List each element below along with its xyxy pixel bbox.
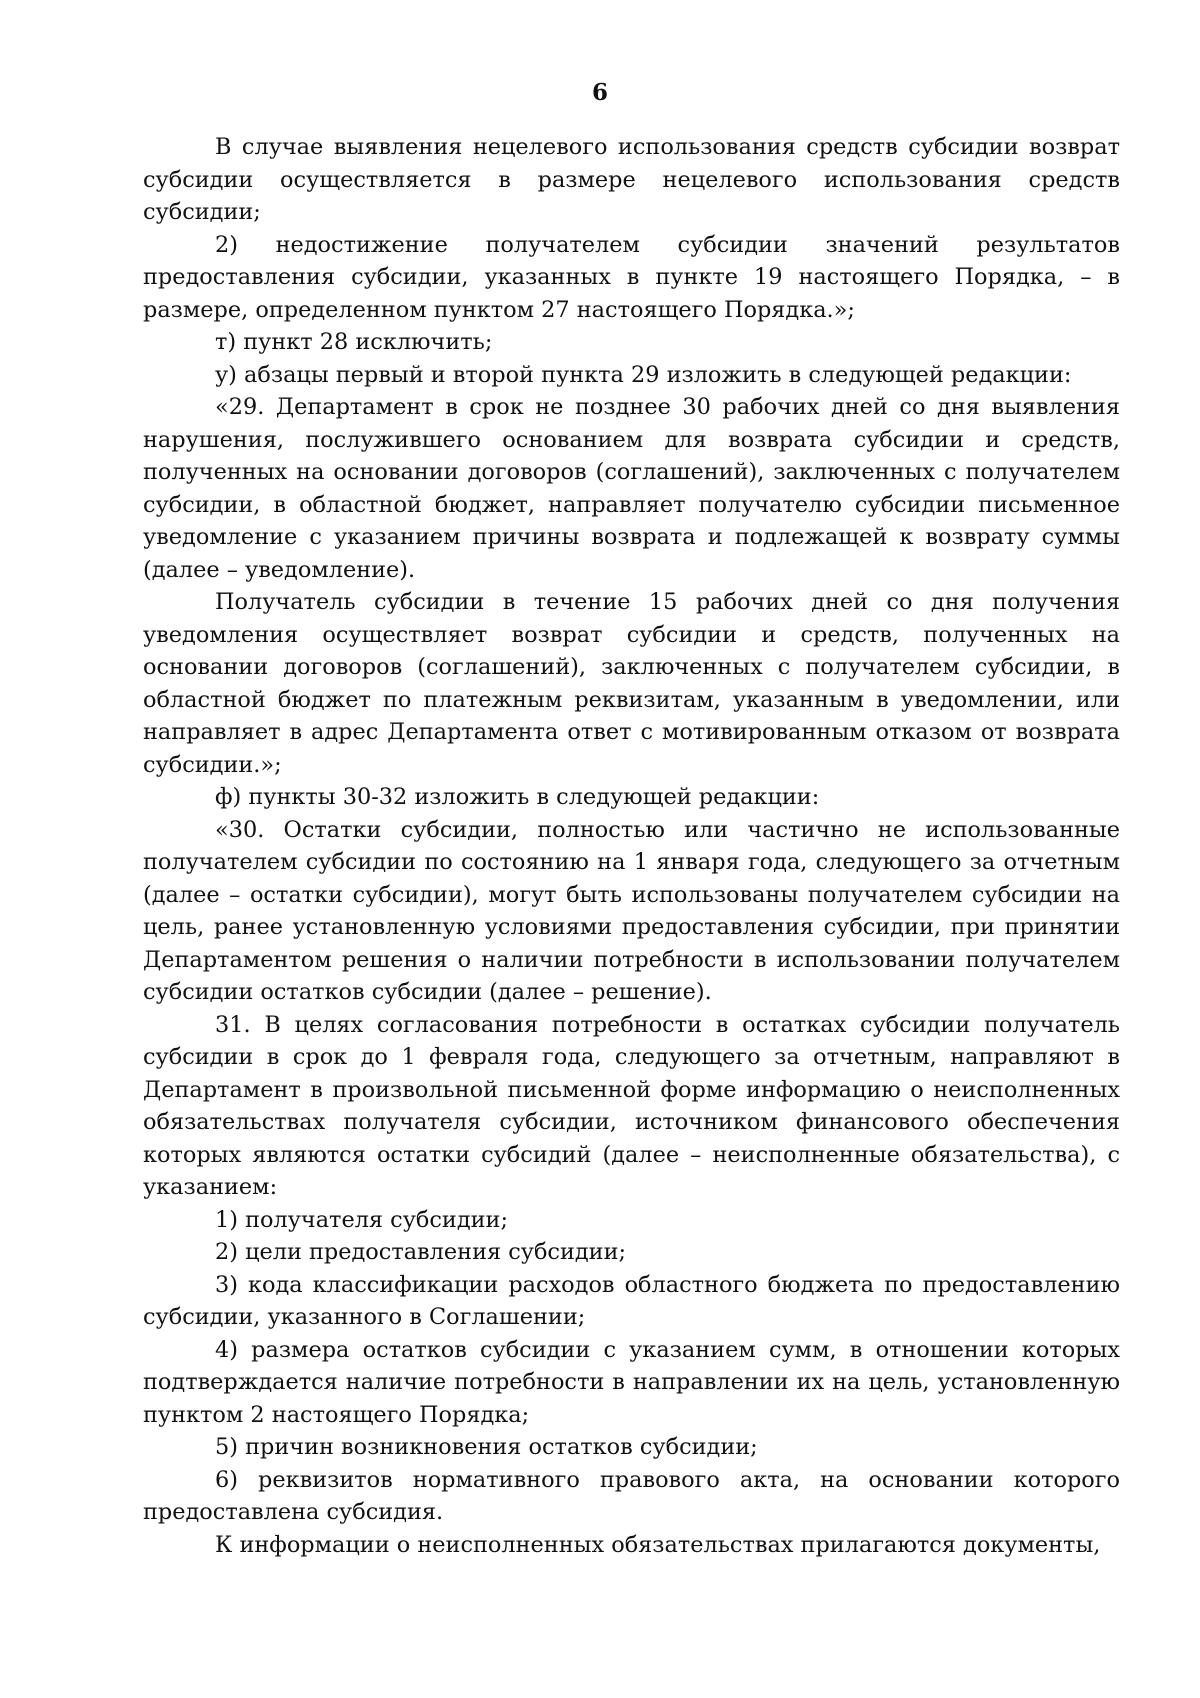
paragraph-item-u: у) абзацы первый и второй пункта 29 изложить в следующей редакции: — [215, 361, 1072, 388]
list-item-3: 3) кода классификации расходов областного бюджета по предоставлению субсидии, указанного в Соглашении; — [143, 1271, 1120, 1330]
paragraph-clause-30: «30. Остатки субсидии, полностью или частично не использованные получателем субсидии по состоянию на 1 января года, следующего за отчетным (далее – остатки субсидии), могут быть использованы получателем субсидии на цель, ранее установленную условиями предоставления субсидии, при принятии Департаментом решения о наличии потребности в использовании получателем субсидии остатков субсидии (далее – решение). — [143, 816, 1120, 1005]
page-number: 6 — [591, 79, 608, 106]
document-body — [143, 131, 1120, 1561]
paragraph-clause-29: «29. Департамент в срок не позднее 30 рабочих дней со дня выявления нарушения, послужившего основанием для возврата субсидии и средств, полученных на основании договоров (соглашений), заключенных с получателем субсидии, в областной бюджет, направляет получателю субсидии письменное уведомление с указанием причины возврата и подлежащей к возврату суммы (далее – уведомление). — [143, 394, 1120, 583]
list-item-4: 4) размера остатков субсидии с указанием сумм, в отношении которых подтверждается наличие потребности в направлении их на цель, установленную пунктом 2 настоящего Порядка; — [143, 1336, 1120, 1428]
list-item-6: 6) реквизитов нормативного правового акта, на основании которого предоставлена субсидия. — [143, 1466, 1120, 1525]
paragraph-misuse-refund: В случае выявления нецелевого использования средств субсидии возврат субсидии осуществляется в размере нецелевого использования средств субсидии; — [143, 134, 1120, 225]
paragraph-attachments: К информации о неисполненных обязательствах прилагаются документы, — [215, 1531, 1101, 1558]
paragraph-clause-31: 31. В целях согласования потребности в остатках субсидии получатель субсидии в срок до 1 февраля года, следующего за отчетным, направляют в Департамент в произвольной письменной форме информацию о неисполненных обязательствах получателя субсидии, источником финансового обеспечения которых являются остатки субсидий (далее – неисполненные обязательства), с указанием: — [143, 1011, 1120, 1200]
paragraph-item-2: 2) недостижение получателем субсидии значений результатов предоставления субсидии, указанных в пункте 19 настоящего Порядка, – в размере, определенном пунктом 27 настоящего Порядка.»; — [143, 231, 1120, 323]
paragraph-item-t: т) пункт 28 исключить; — [215, 329, 493, 355]
list-item-1: 1) получателя субсидии; — [215, 1206, 508, 1233]
list-item-2: 2) цели предоставления субсидии; — [215, 1239, 627, 1265]
list-item-5: 5) причин возникновения остатков субсидии; — [215, 1434, 758, 1460]
paragraph-clause-29-part-2: Получатель субсидии в течение 15 рабочих дней со дня получения уведомления осуществляет возврат субсидии и средств, полученных на основании договоров (соглашений), заключенных с получателем субсидии, в областной бюджет по платежным реквизитам, указанным в уведомлении, или направляет в адрес Департамента ответ с мотивированным отказом от возврата субсидии.»; — [143, 589, 1120, 778]
paragraph-item-f: ф) пункты 30-32 изложить в следующей редакции: — [215, 784, 820, 810]
